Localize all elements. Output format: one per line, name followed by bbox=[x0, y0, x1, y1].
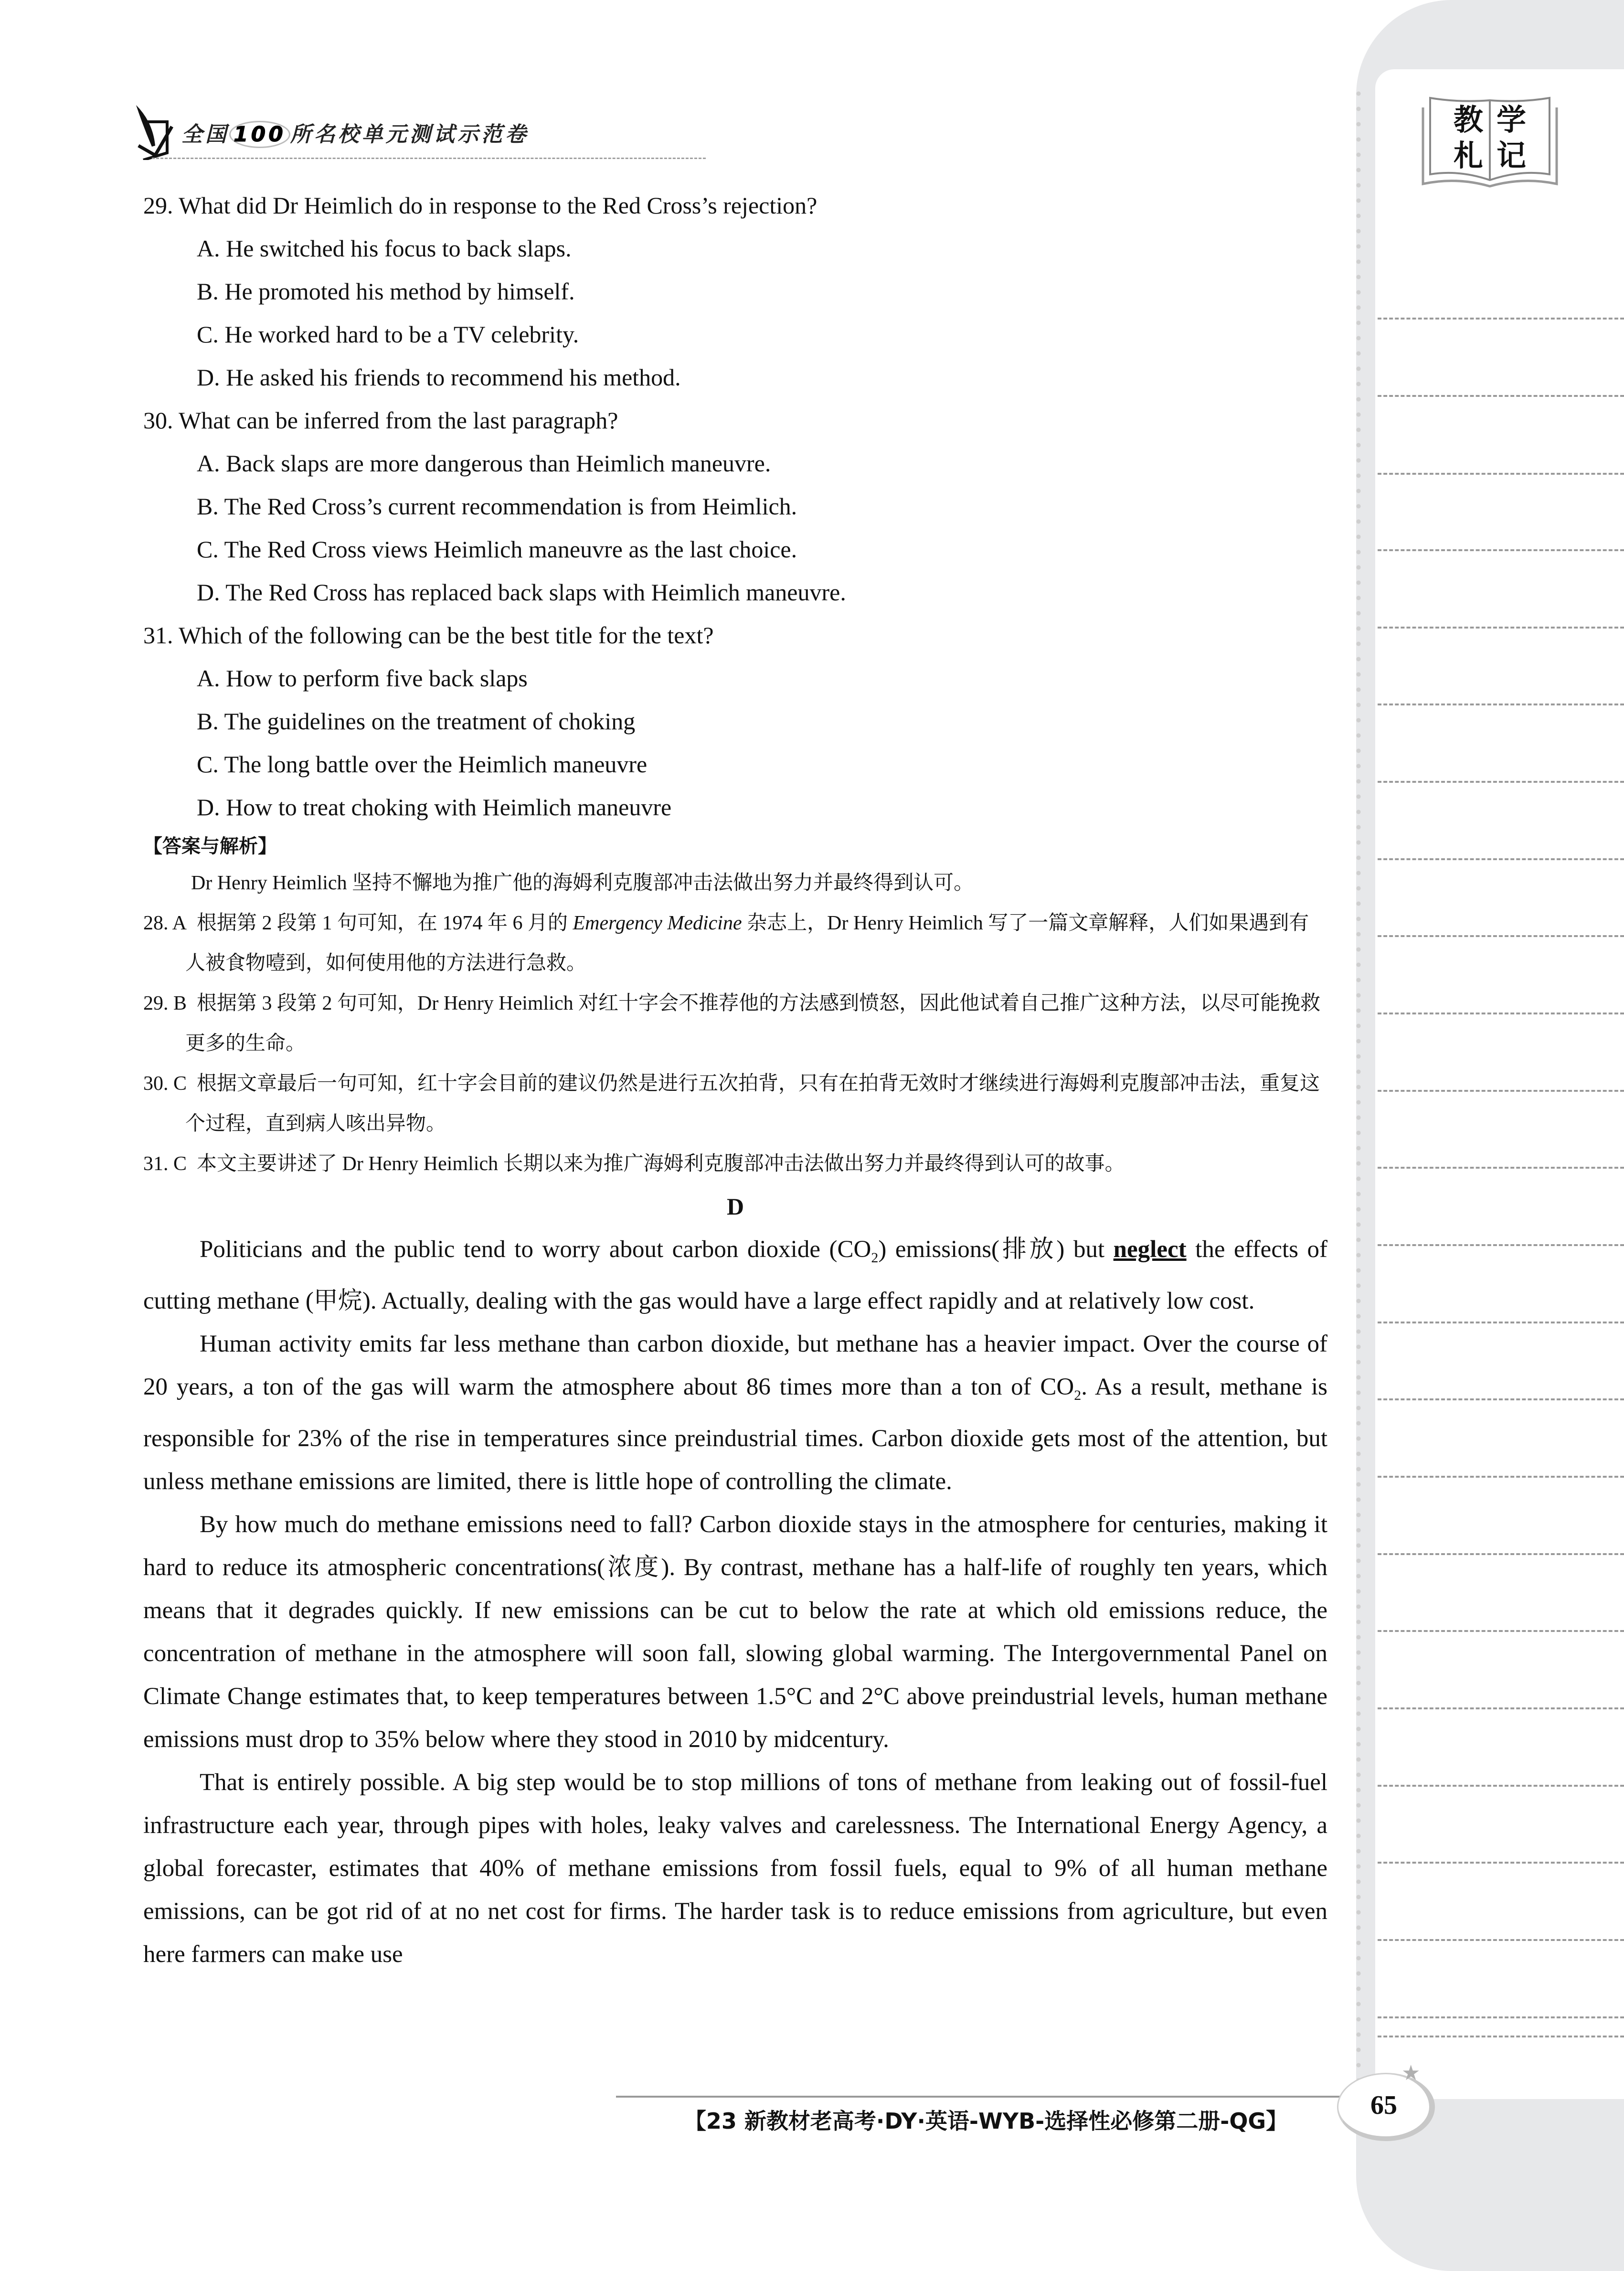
note-line bbox=[1378, 2016, 1624, 2018]
note-line bbox=[1378, 1090, 1624, 1092]
answer-item-29 bbox=[143, 983, 1327, 1064]
answer-text: 根据第 3 段第 2 句可知，Dr Henry Heimlich 对红十字会不推荐他的方法感到愤怒，因此他试着自己推广这种方法，以尽可能挽救更多的生命。 bbox=[185, 992, 1321, 1055]
option-c: C. He worked hard to be a TV celebrity. bbox=[197, 321, 579, 348]
question-30 bbox=[143, 399, 1327, 614]
question-stem: 31. Which of the following can be the best title for the text? bbox=[143, 622, 714, 649]
passage-paragraph-1 bbox=[143, 1228, 1327, 1322]
journal-title: Emergency Medicine bbox=[573, 912, 742, 934]
notes-title bbox=[1447, 103, 1533, 174]
option-a: A. How to perform five back slaps bbox=[197, 665, 528, 692]
option-c: C. The long battle over the Heimlich maneuvre bbox=[197, 751, 647, 778]
answer-text: 根据第 2 段第 1 句可知，在 1974 年 6 月的 bbox=[197, 912, 573, 934]
option-a: A. He switched his focus to back slaps. bbox=[197, 235, 572, 262]
passage-paragraph-3: By how much do methane emissions need to fall? Carbon dioxide stays in the atmosphere for centuries, making it hard to reduce its atmospheric concentrations(浓度). By contrast, methane has a half-life of roughly ten years, which means that it degrades quickly. If new emissions can be cut to below the rate at which old emissions reduce, the concentration of methane in the atmosphere will soon fall, slowing global warming. The Intergovernmental Panel on Climate Change estimates that, to keep temperatures between 1.5°C and 2°C above preindustrial levels, human methane emissions must drop to 35% below where they stood in 2010 by midcentury. bbox=[143, 1511, 1327, 1753]
answer-item-28 bbox=[143, 903, 1327, 983]
star-icon: ★ bbox=[1401, 2061, 1421, 2085]
note-line bbox=[1378, 704, 1624, 705]
note-line bbox=[1378, 1785, 1624, 1787]
note-line bbox=[1378, 395, 1624, 397]
note-line bbox=[1378, 935, 1624, 937]
footer-divider bbox=[616, 2096, 1356, 2098]
note-line bbox=[1378, 549, 1624, 551]
subscript: 2 bbox=[871, 1250, 879, 1266]
note-line bbox=[1378, 2036, 1624, 2037]
header-divider bbox=[152, 158, 706, 159]
text-run: Politicians and the public tend to worry about carbon dioxide (CO bbox=[200, 1236, 871, 1263]
page-number: 65 bbox=[1337, 2073, 1435, 2141]
question-stem: 30. What can be inferred from the last paragraph? bbox=[143, 407, 618, 434]
question-stem: 29. What did Dr Heimlich do in response to the Red Cross’s rejection? bbox=[143, 192, 817, 219]
note-line bbox=[1378, 1630, 1624, 1632]
option-d: D. He asked his friends to recommend his method. bbox=[197, 364, 681, 391]
text-run: . As a result, methane is responsible for 23% of the rise in temperatures since preindustrial times. Carbon dioxide gets most of the attention, but unless methane emissions are limited, there is little hope of controlling the climate. bbox=[143, 1374, 1327, 1495]
note-line bbox=[1378, 1013, 1624, 1014]
quill-book-logo-icon bbox=[134, 103, 177, 160]
question-29 bbox=[143, 184, 1327, 399]
subscript: 2 bbox=[1074, 1387, 1082, 1404]
note-line bbox=[1378, 1939, 1624, 1941]
main-content bbox=[143, 184, 1327, 1976]
note-line bbox=[1378, 1167, 1624, 1169]
note-line bbox=[1378, 1553, 1624, 1555]
notes-title-char: 记 bbox=[1496, 138, 1526, 173]
dotted-divider bbox=[1356, 86, 1361, 2097]
passage-section-letter: D bbox=[726, 1193, 744, 1220]
answer-text: 根据文章最后一句可知，红十字会目前的建议仍然是进行五次拍背，只有在拍背无效时才继续进行海姆利克腹部冲击法，重复这个过程，直到病人咳出异物。 bbox=[185, 1073, 1320, 1135]
option-b: B. The Red Cross’s current recommendation is from Heimlich. bbox=[197, 493, 797, 520]
text-run: ) emissions(排放) but bbox=[878, 1236, 1114, 1263]
answers-section bbox=[143, 863, 1327, 1184]
answers-intro: Dr Henry Heimlich 坚持不懈地为推广他的海姆利克腹部冲击法做出努力并最终得到认可。 bbox=[191, 872, 974, 894]
book-code: 【23 新教材老高考·DY·英语-WYB-选择性必修第二册-QG】 bbox=[684, 2108, 1288, 2134]
option-b: B. The guidelines on the treatment of choking bbox=[197, 708, 636, 735]
notes-title-char: 札 bbox=[1453, 138, 1483, 173]
notes-title-char: 学 bbox=[1496, 102, 1526, 137]
option-d: D. The Red Cross has replaced back slaps with Heimlich maneuvre. bbox=[197, 579, 846, 606]
answers-heading: 【答案与解析】 bbox=[143, 835, 277, 857]
series-title-suffix: 所名校单元测试示范卷 bbox=[290, 122, 529, 147]
notes-margin-area bbox=[1375, 69, 1624, 2099]
series-title-prefix: 全国 bbox=[181, 122, 229, 147]
answer-item-31 bbox=[143, 1144, 1327, 1184]
note-line bbox=[1378, 1244, 1624, 1246]
note-line bbox=[1378, 1707, 1624, 1709]
option-c: C. The Red Cross views Heimlich maneuvre as the last choice. bbox=[197, 536, 797, 563]
answer-item-30 bbox=[143, 1064, 1327, 1144]
option-b: B. He promoted his method by himself. bbox=[197, 278, 575, 305]
text-run: the effects of cutting methane (甲烷). Actually, dealing with the gas would have a large effect rapidly and at relatively low cost. bbox=[143, 1236, 1328, 1315]
answer-key: 30. C bbox=[143, 1073, 187, 1095]
note-line bbox=[1378, 1322, 1624, 1323]
answer-key: 28. A bbox=[143, 912, 187, 934]
series-title-number: 100 bbox=[229, 121, 290, 148]
answer-text: 本文主要讲述了 Dr Henry Heimlich 长期以来为推广海姆利克腹部冲击法做出努力并最终得到认可的故事。 bbox=[197, 1153, 1125, 1175]
passage-paragraph-4: That is entirely possible. A big step would be to stop millions of tons of methane from leaking out of fossil-fuel infrastructure each year, through pipes with holes, leaky valves and carelessness. The International Energy Agency, a global forecaster, estimates that 40% of methane emissions from fossil fuels, equal to 9% of all human methane emissions, can be got rid of at no net cost for firms. The harder task is to reduce emissions from agriculture, but even here farmers can make use bbox=[143, 1769, 1327, 1968]
notes-book-icon bbox=[1413, 93, 1566, 189]
text-run: Human activity emits far less methane than carbon dioxide, but methane has a heavier impact. Over the course of 20 years, a ton of the gas will warm the atmosphere about 86 times more than a ton of CO bbox=[143, 1331, 1327, 1401]
answer-key: 31. C bbox=[143, 1153, 187, 1175]
note-line bbox=[1378, 1476, 1624, 1478]
answer-text: 杂志上，Dr Henry Heimlich 写了一篇文章解释，人们如果遇到有人被食物噎到，如何使用他的方法进行急救。 bbox=[185, 912, 1309, 974]
series-title bbox=[181, 117, 529, 148]
note-line bbox=[1378, 781, 1624, 783]
option-d: D. How to treat choking with Heimlich maneuvre bbox=[197, 794, 672, 821]
keyword-neglect: neglect bbox=[1113, 1236, 1187, 1263]
note-line bbox=[1378, 858, 1624, 860]
note-line bbox=[1378, 1398, 1624, 1400]
passage-paragraph-2 bbox=[143, 1322, 1327, 1503]
option-a: A. Back slaps are more dangerous than Heimlich maneuvre. bbox=[197, 450, 771, 477]
question-31 bbox=[143, 614, 1327, 829]
answer-key: 29. B bbox=[143, 992, 187, 1014]
note-line bbox=[1378, 318, 1624, 320]
note-line bbox=[1378, 627, 1624, 629]
notes-title-char: 教 bbox=[1453, 102, 1483, 137]
note-line bbox=[1378, 1862, 1624, 1864]
note-line bbox=[1378, 473, 1624, 475]
